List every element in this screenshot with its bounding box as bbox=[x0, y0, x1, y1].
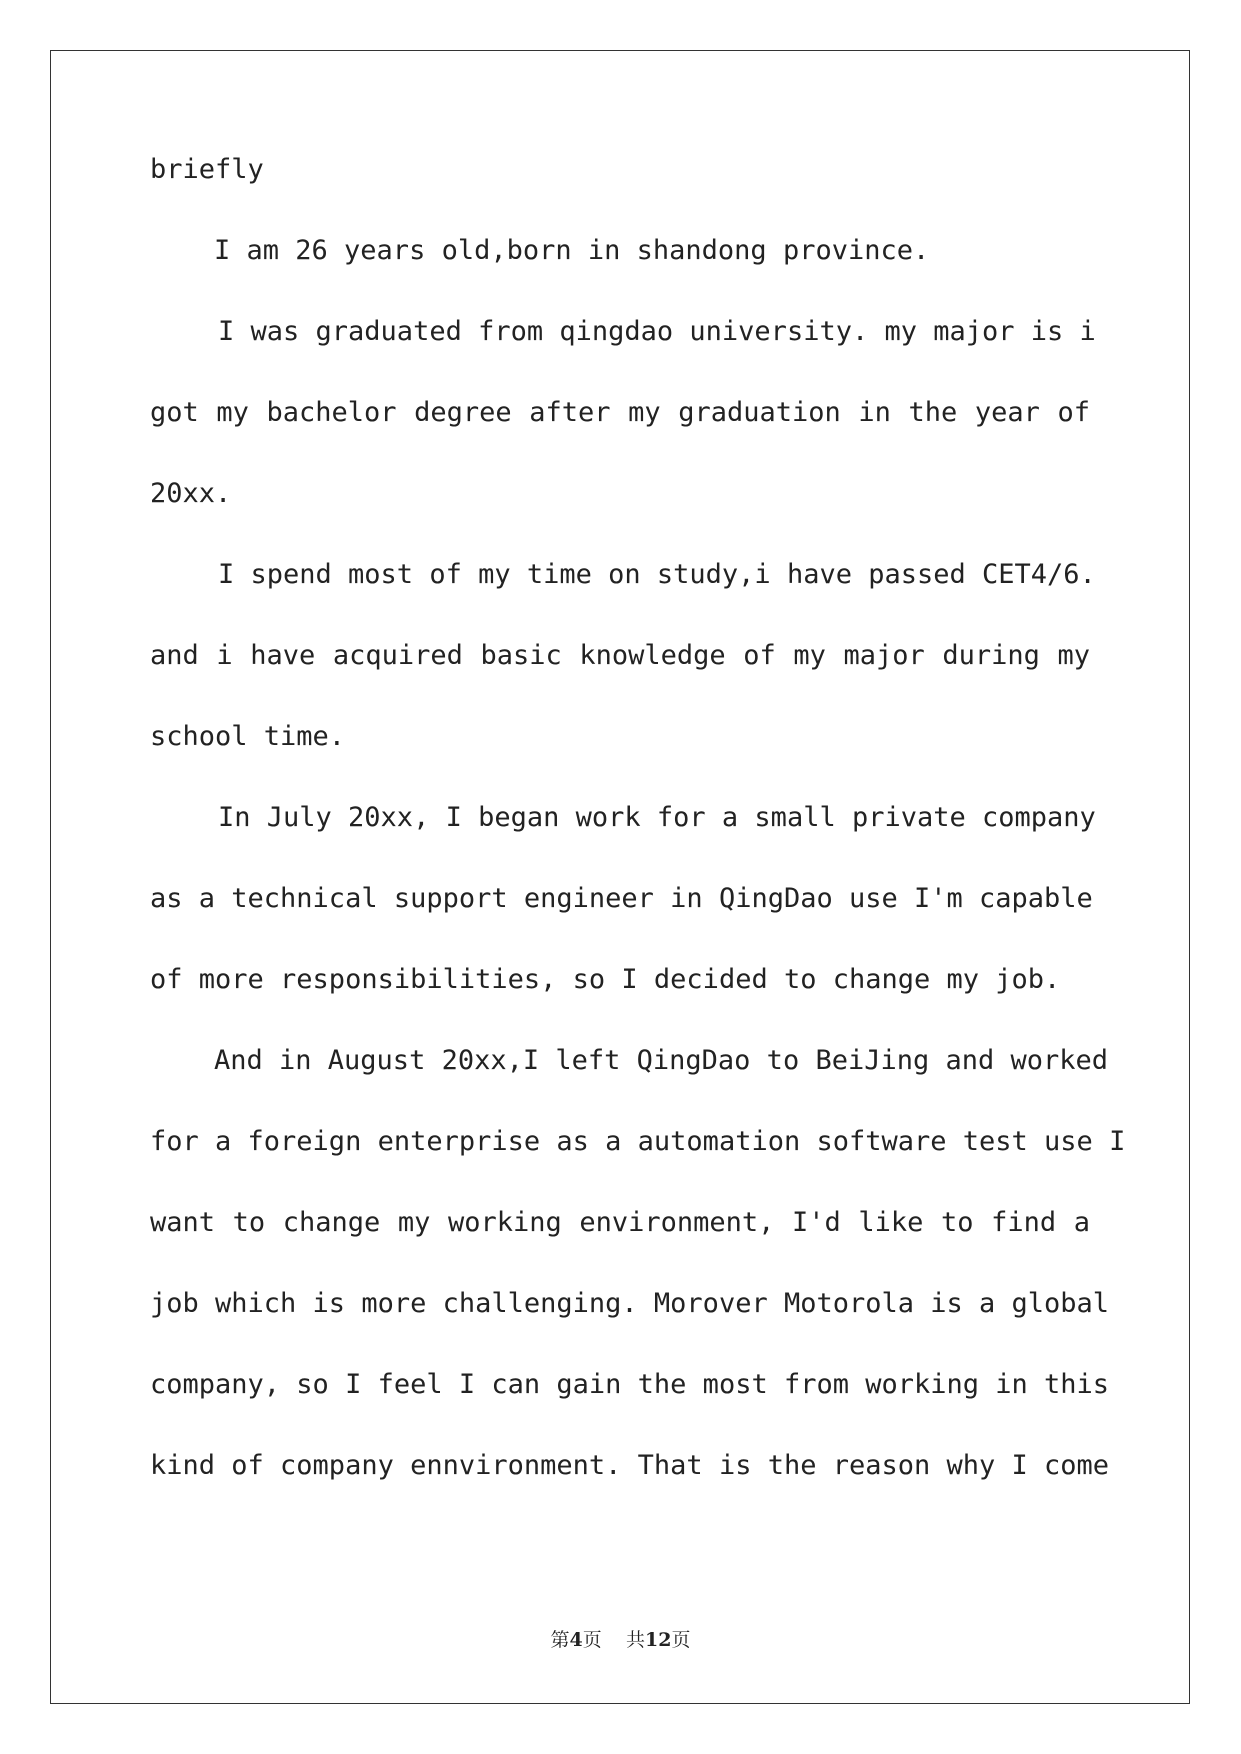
text-line: got my bachelor degree after my graduation in the year of bbox=[150, 397, 1090, 428]
page-prefix: 第 bbox=[550, 1629, 570, 1651]
text-line: 20xx. bbox=[150, 478, 232, 509]
page-suffix: 页 bbox=[582, 1629, 602, 1651]
paragraph-line: And in August 20xx,I left QingDao to BeiJing and worked bbox=[214, 1045, 1109, 1076]
text-line: briefly bbox=[150, 154, 264, 185]
page-footer bbox=[0, 1625, 1241, 1652]
text-line: company, so I feel I can gain the most from working in this bbox=[150, 1369, 1110, 1400]
text-line: as a technical support engineer in QingDao use I'm capable bbox=[150, 883, 1093, 914]
paragraph-line: I was graduated from qingdao university. my major is i bbox=[218, 316, 1096, 347]
text-line: for a foreign enterprise as a automation software test use I bbox=[150, 1126, 1126, 1157]
text-line: of more responsibilities, so I decided to change my job. bbox=[150, 964, 1061, 995]
text-line: kind of company ennvironment. That is the reason why I come bbox=[150, 1450, 1110, 1481]
page-number: 4 bbox=[569, 1629, 583, 1651]
text-line: school time. bbox=[150, 721, 346, 752]
paragraph-line: I spend most of my time on study,i have passed CET4/6. bbox=[218, 559, 1096, 590]
text-line: want to change my working environment, I'd like to find a bbox=[150, 1207, 1090, 1238]
text-line: job which is more challenging. Morover Motorola is a global bbox=[150, 1288, 1110, 1319]
total-pages: 12 bbox=[644, 1629, 672, 1651]
paragraph-line: I am 26 years old,born in shandong province. bbox=[214, 235, 930, 266]
paragraph-line: In July 20xx, I began work for a small private company bbox=[218, 802, 1096, 833]
total-prefix: 共 bbox=[625, 1629, 645, 1651]
total-suffix: 页 bbox=[671, 1629, 691, 1651]
text-line: and i have acquired basic knowledge of my major during my bbox=[150, 640, 1090, 671]
